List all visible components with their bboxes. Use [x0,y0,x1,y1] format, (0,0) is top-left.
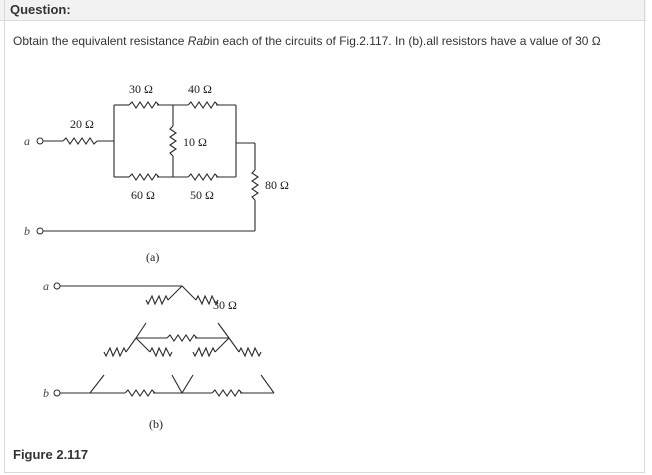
terminal-a-circle-b [54,283,60,289]
resistor-40 [188,102,218,108]
resistor-b-il [150,348,172,356]
resistor-10 [170,126,176,156]
circuit-b [43,279,274,431]
resistor-b-ir [193,348,215,356]
rab-italic: Rab [187,34,210,48]
label-80: 80 Ω [265,178,289,192]
resistor-b-br [212,390,242,396]
caption-a: (a) [146,250,160,264]
label-50: 50 Ω [190,188,214,202]
label-10: 10 Ω [183,135,207,149]
circuit-a [24,82,289,264]
terminal-b-circle-b [54,390,60,396]
resistor-20 [63,138,97,144]
terminal-a-label: a [24,134,30,148]
terminal-b-circle [37,228,43,234]
resistor-b-bl [125,390,155,396]
terminal-a-circle [37,138,43,144]
resistor-b-lr [239,348,261,356]
question-title: Question: [10,2,71,17]
resistor-30 [129,102,159,108]
caption-b: (b) [149,417,163,431]
question-text-before: Obtain the equivalent resistance [13,34,188,48]
terminal-b-label: b [24,224,30,238]
question-text-after: in each of the circuits of Fig.2.117. In (b).all resistors have a value of 30 Ω [209,34,601,48]
resistor-b-tl [146,296,168,304]
label-20: 20 Ω [70,117,94,131]
label-60: 60 Ω [131,188,155,202]
label-40: 40 Ω [188,82,212,96]
figure-caption: Figure 2.117 [13,447,89,462]
resistor-50 [188,174,218,180]
resistor-b-ll [104,348,126,356]
resistor-60 [129,174,159,180]
label-30: 30 Ω [129,82,153,96]
resistor-80 [252,170,258,200]
terminal-b-label-b: b [43,386,49,400]
terminal-a-label-b: a [43,279,49,293]
label-b-30: 30 Ω [213,298,237,312]
resistor-b-mid [167,335,197,341]
